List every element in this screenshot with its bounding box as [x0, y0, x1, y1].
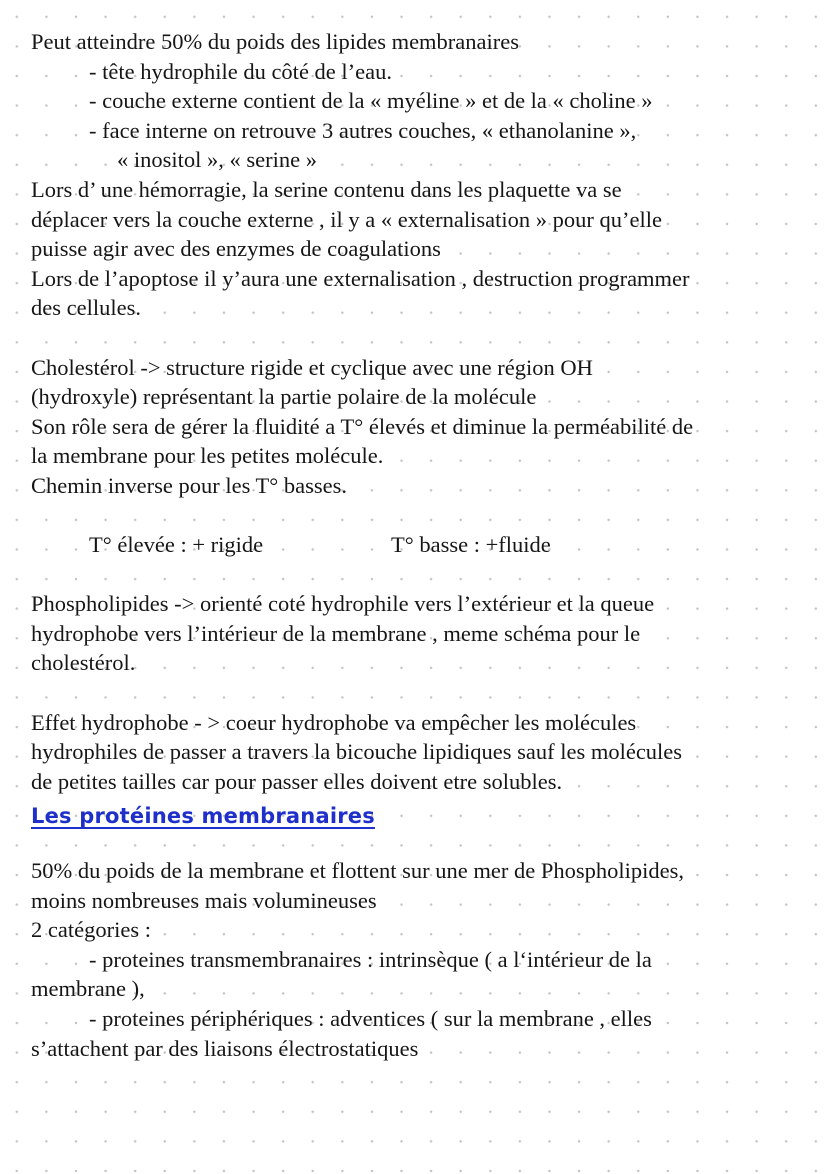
- spacer: [31, 678, 811, 708]
- phospholipids-line-2: hydrophobe vers l’intérieur de la membrane , meme schéma pour le: [31, 620, 641, 646]
- spacer: [31, 501, 811, 531]
- lipids-bullet-1: - tête hydrophile du côté de l’eau.: [89, 58, 393, 84]
- cholesterol-line-4: la membrane pour les petites molécule.: [31, 443, 384, 469]
- hydrophobic-line-1: Effet hydrophobe - > coeur hydrophobe va empêcher les molécules: [31, 709, 637, 735]
- hydrophobic-line-2: hydrophiles de passer a travers la bicouche lipidiques sauf les molécules: [31, 739, 683, 765]
- lipids-bullet-3: - face interne on retrouve 3 autres couches, « ethanolanine »,: [89, 117, 637, 143]
- hemorrhage-line-2: déplacer vers la couche externe , il y a « externalisation » pour qu’elle: [31, 206, 662, 232]
- apoptosis-line-2: des cellules.: [31, 295, 141, 321]
- cholesterol-line-1: Cholestérol -> structure rigide et cyclique avec une région OH: [31, 354, 593, 380]
- hydrophobic-line-3: de petites tailles car pour passer elles doivent etre solubles.: [31, 768, 563, 794]
- proteins-line-3: 2 catégories :: [31, 917, 151, 943]
- cholesterol-line-2: (hydroxyle) représentant la partie polaire de la molécule: [31, 384, 537, 410]
- temperature-row: [31, 530, 811, 560]
- spacer: [31, 560, 811, 590]
- section-heading-proteins: Les protéines membranaires: [31, 804, 375, 829]
- cholesterol-line-5: Chemin inverse pour les T° basses.: [31, 472, 348, 498]
- spacer: [31, 832, 811, 856]
- protein-category-2: - proteines périphériques : adventices ( sur la membrane , elles: [89, 1006, 652, 1031]
- proteins-line-1: 50% du poids de la membrane et flottent sur une mer de Phospholipides,: [31, 858, 684, 884]
- hemorrhage-line-3: puisse agir avec des enzymes de coagulations: [31, 236, 441, 262]
- lipids-bullet-2: - couche externe contient de la « myéline » et de la « choline »: [89, 88, 653, 114]
- lipids-intro: Peut atteindre 50% du poids des lipides membranaires: [31, 29, 520, 54]
- protein-category-1: - proteines transmembranaires : intrinsèque ( a l‘intérieur de la: [89, 946, 652, 972]
- protein-category-2-cont: s’attachent par des liaisons électrostatiques: [31, 1035, 419, 1061]
- protein-category-1-cont: membrane ),: [31, 976, 145, 1002]
- phospholipids-line-1: Phospholipides -> orienté coté hydrophile vers l’extérieur et la queue: [31, 591, 655, 617]
- spacer: [31, 323, 811, 353]
- phospholipids-line-3: cholestérol.: [31, 650, 136, 676]
- apoptosis-line-1: Lors de l’apoptose il y’aura une externalisation , destruction programmer: [31, 265, 690, 291]
- temp-low: T° basse : +fluide: [391, 532, 551, 558]
- notes-page: [31, 27, 811, 1063]
- cholesterol-line-3: Son rôle sera de gérer la fluidité a T° élevés et diminue la perméabilité de: [31, 413, 694, 439]
- proteins-line-2: moins nombreuses mais volumineuses: [31, 887, 377, 913]
- lipids-bullet-3-cont: « inositol », « serine »: [117, 147, 317, 173]
- temp-high: T° élevée : + rigide: [89, 532, 264, 558]
- hemorrhage-line-1: Lors d’ une hémorragie, la serine contenu dans les plaquette va se: [31, 176, 622, 202]
